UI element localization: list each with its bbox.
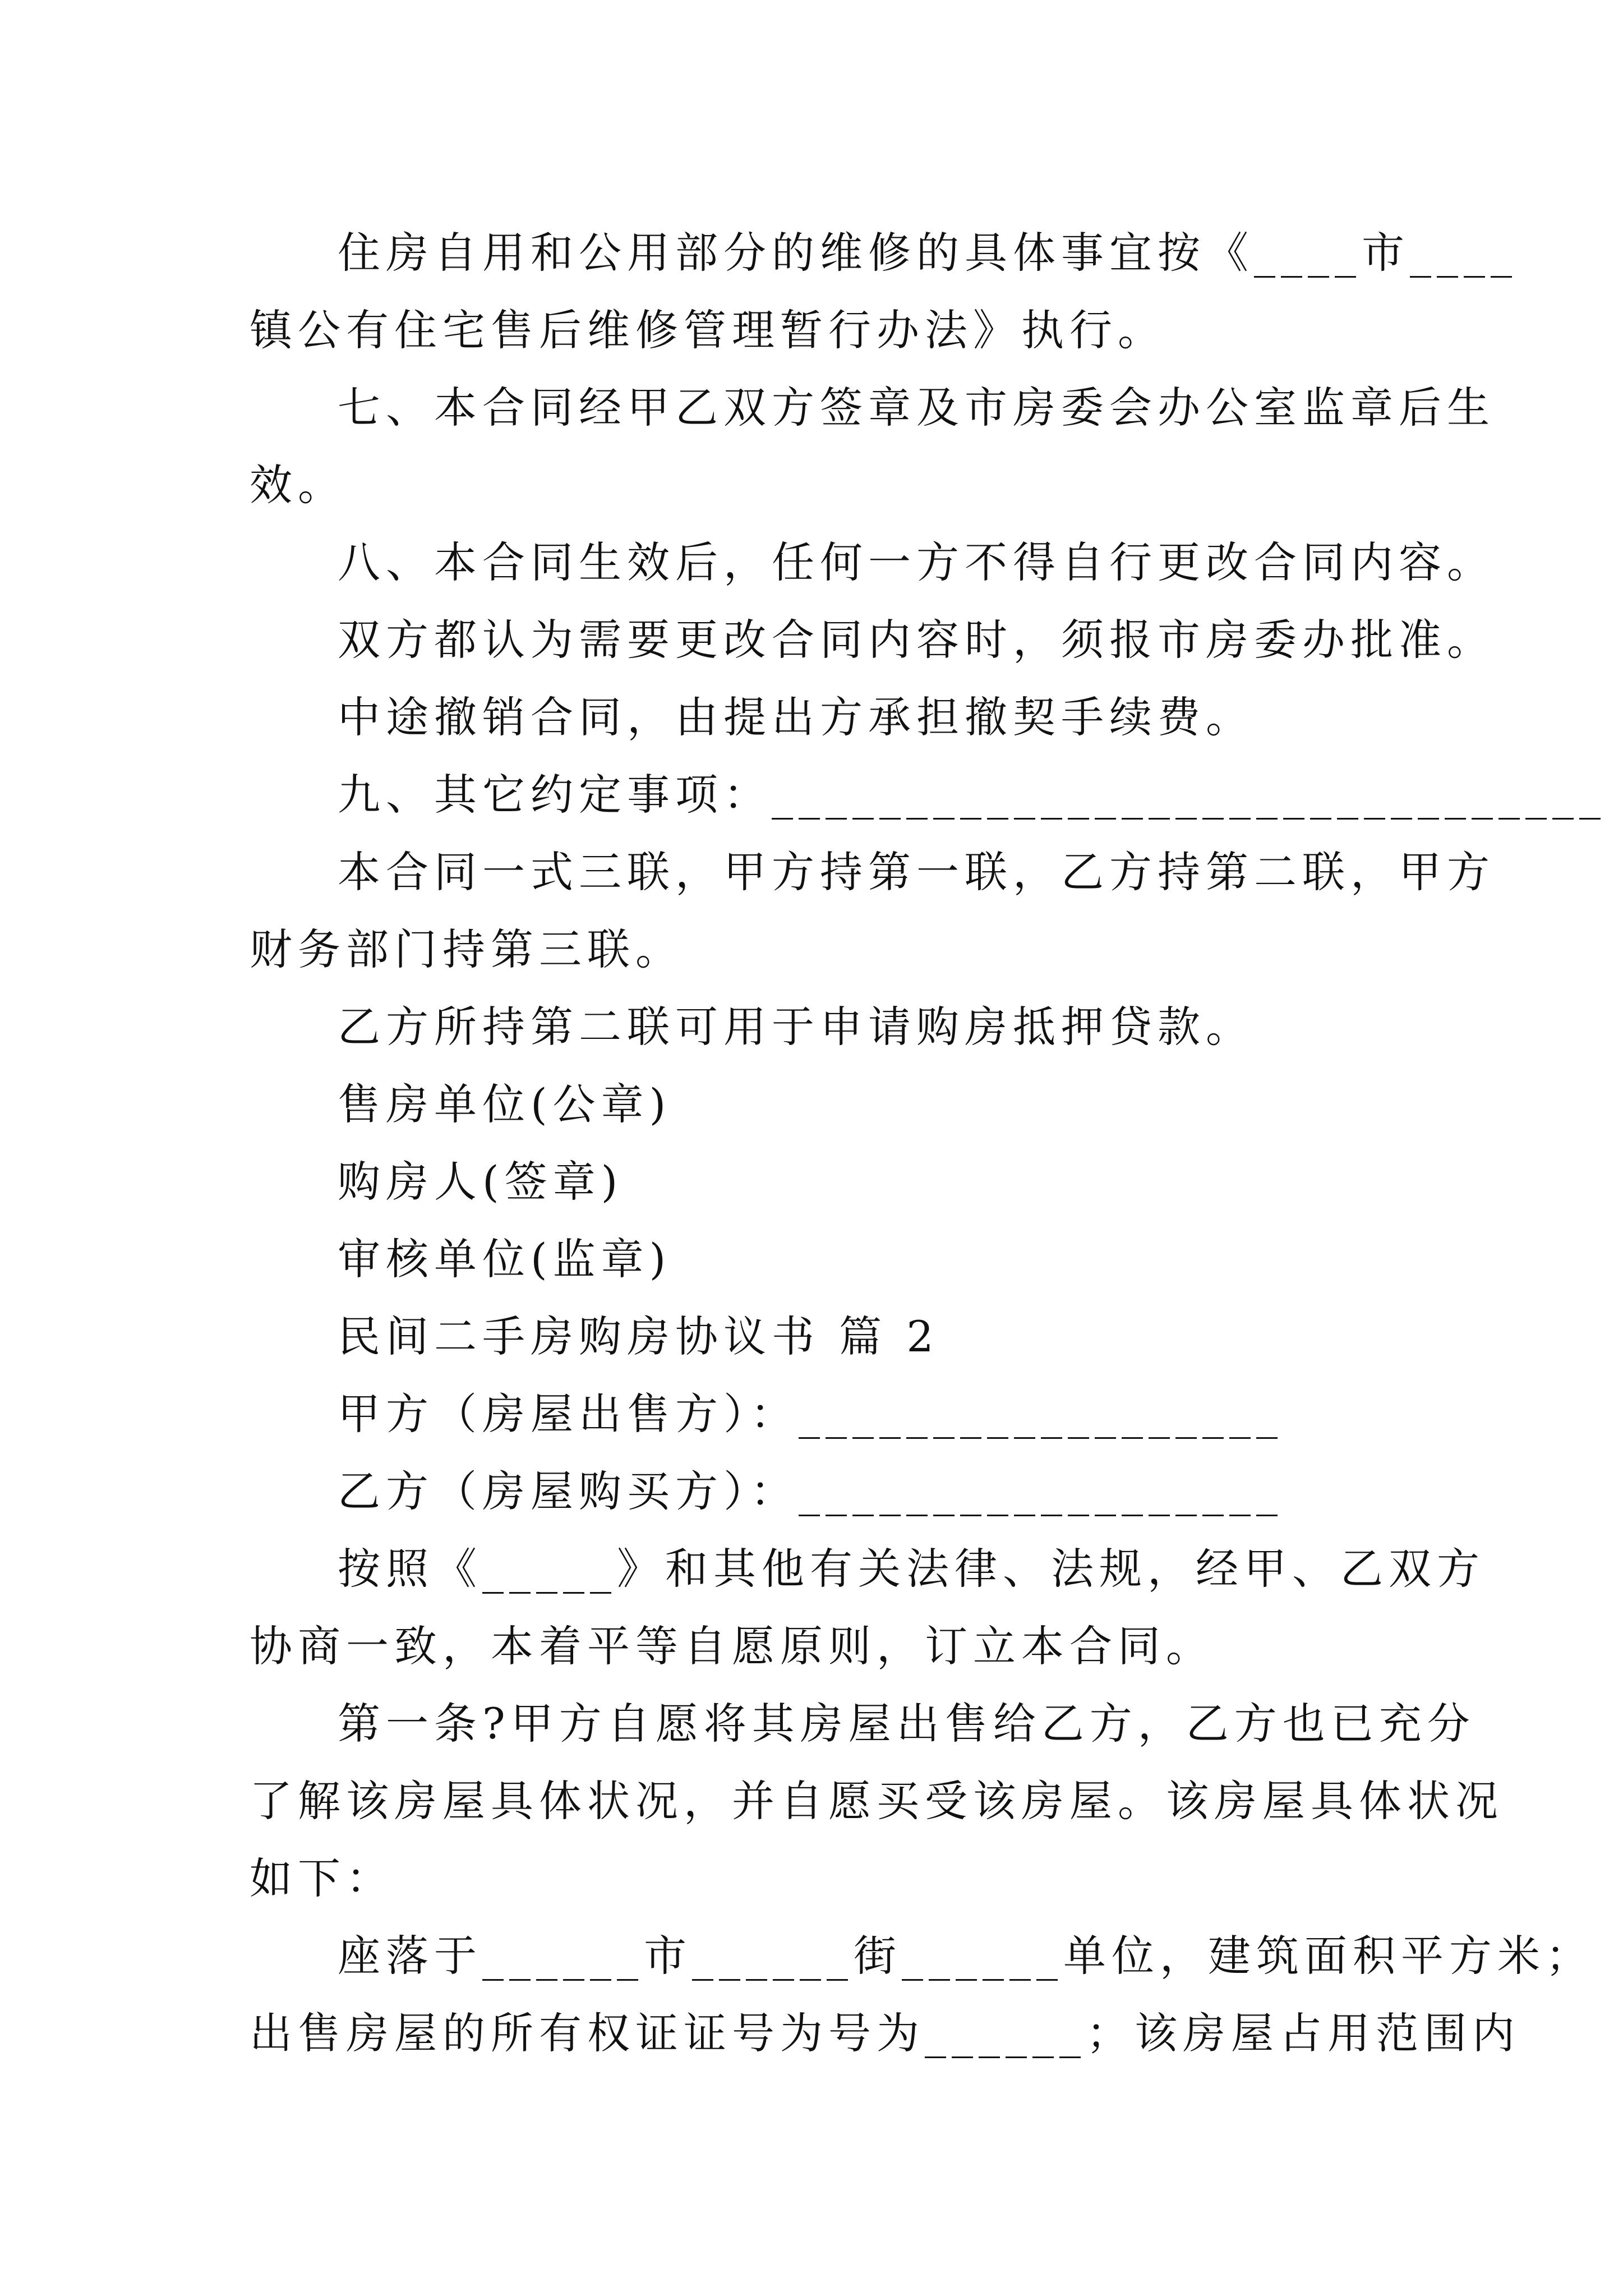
buyer-signature-line: 购房人(签章) [338,1157,624,1207]
clause-eight-approval-line: 双方都认为需要更改合同内容时，须报市房委办批准。 [338,615,1495,665]
location-line: 座落于______市______街______单位，建筑面积平方米； [338,1931,1594,1981]
clause-eight-line: 八、本合同生效后，任何一方不得自行更改合同内容。 [338,537,1495,587]
copies-line-2: 财务部门持第三联。 [250,924,684,974]
certificate-line: 出售房屋的所有权证证号为号为______；该房屋占用范围内 [250,2008,1520,2058]
clause-seven-line-2: 效。 [250,460,346,510]
audit-seal-line: 审核单位(监章) [338,1234,672,1284]
clause-seven-line-1: 七、本合同经甲乙双方签章及市房委会办公室监章后生 [338,383,1495,432]
mortgage-line: 乙方所持第二联可用于申请购房抵押贷款。 [338,1002,1254,1052]
article-one-line-3: 如下： [250,1853,394,1903]
agreement-intro-line-1: 按照《_____》和其他有关法律、法规，经甲、乙双方 [338,1544,1485,1594]
party-a-line: 甲方（房屋出售方）：__________________ [338,1389,1283,1439]
clause-eight-fee-line: 中途撤销合同，由提出方承担撤契手续费。 [338,692,1254,742]
paragraph-line-2: 镇公有住宅售后维修管理暂行办法》执行。 [250,305,1166,355]
clause-nine-line: 九、其它约定事项：_______________________________ [338,770,1606,820]
paragraph-line-1: 住房自用和公用部分的维修的具体事宜按《____市____ [338,228,1518,278]
seller-seal-line: 售房单位(公章) [338,1079,672,1129]
copies-line-1: 本合同一式三联，甲方持第一联，乙方持第二联，甲方 [338,847,1495,897]
article-one-line-1: 第一条?甲方自愿将其房屋出售给乙方，乙方也已充分 [338,1699,1476,1749]
section-title: 民间二手房购房协议书 篇 2 [338,1312,939,1361]
agreement-intro-line-2: 协商一致，本着平等自愿原则，订立本合同。 [250,1621,1214,1671]
article-one-line-2: 了解该房屋具体状况，并自愿买受该房屋。该房屋具体状况 [250,1776,1504,1826]
party-b-line: 乙方（房屋购买方）：__________________ [338,1466,1283,1516]
document-page [250,214,1606,2072]
